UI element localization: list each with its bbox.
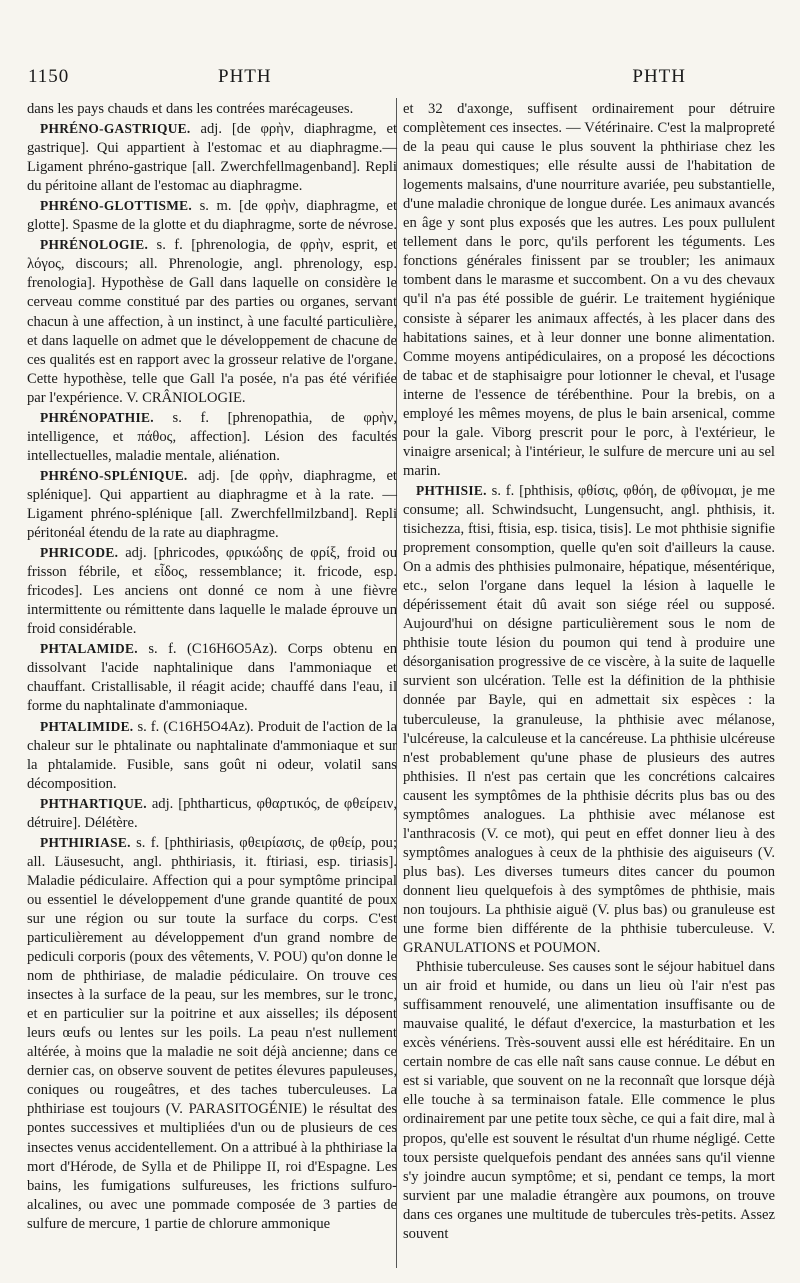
running-header: [28, 66, 776, 94]
dictionary-entry: [27, 235, 397, 407]
page-number: 1150: [28, 66, 70, 87]
entry-text: dans les pays chauds et dans les contrées marécageuses.: [27, 101, 354, 117]
entry-text: s. f. (C16H5O4Az). Produit de l'action de la chaleur sur le phtalinate ou naphtalinate d'ammoniaque et sur la phtalamide. Fusible, sans goût ni odeur, volatil sans décomposition.: [27, 718, 397, 792]
entry-text: Phthisie tuberculeuse. Ses causes sont le séjour habituel dans un air froid et humide, ou dans un lieu où l'air n'est pas suffisamment renouvelé, une alimentation insuffisante ou de mauvaise qualité, le défaut d'exercice, la masturbation et les excès vénériens. Très-souvent aussi elle est héréditaire. En un certain nombre de cas elle naît sans cause connue. Le début en est si variable, que souvent on ne la reconnaît que lorsque déjà elle touche à sa terminaison fatale. Elle commence le plus ordinairement par une petite toux sèche, ce qui a fait dire, mal à propos, qu'elle est souvent le résultat d'un rhume négligé. Cette toux persiste quelquefois pendant des années sans qu'il vienne s'y joindre aucun symptôme; et si, pendant ce temps, la mort survient par une maladie étrangère aux poumons, on trouve dans ces organes une multitude de tubercules très-petits. Assez souvent: [403, 959, 775, 1242]
entry-text: s. f. [phthiriasis, φθειρίασις, de φθείρ, pou; all. Läusesucht, angl. phthiriasis, it. ftiriasi, esp. tiriasis]. Maladie pédiculaire. Affection qui a pour symptôme principal ou essentiel le développement d'une grande quantité de poux sur une région ou sur toute la surface du corps. C'est particulièrement au développement d'un grand nombre de pediculi corporis (poux des vêtements, V. POU) qu'on donne le nom de phthiriase, de maladie pédiculaire. On trouve ces insectes à la surface de la peau, sur les membres, sur le tronc, et en particulier sur la poitrine et aux aisselles; ils déposent leurs œufs ou lentes sur les poils. La peau n'est nullement altérée, à moins que la maladie ne soit déjà ancienne; dans ce dernier cas, on observe souvent de petites élevures papuleuses, coniques ou rougeâtres, et des taches tuberculeuses. La phthiriase est toujours (V. PARASITOGÉNIE) le résultat des pontes successives et multipliées d'un ou de plusieurs de ces insectes venus accidentellement. On a attribué à la phthiriase la mort d'Hérode, de Sylla et de Philippe II, roi d'Espagne. Les bains, les fumigations sulfureuses, les frictions sulfuro-alcalines, ou avec une pommade composée de 3 parties de sulfure de mercure, 1 partie de chlorure ammonique: [27, 834, 398, 1232]
dictionary-entry: [27, 196, 397, 235]
guide-word-left: PHTH: [218, 66, 272, 87]
entry-headword: PHTHISIE.: [416, 482, 487, 498]
text-paragraph: [403, 958, 775, 1244]
right-column: [403, 100, 775, 1244]
dictionary-entry: [403, 481, 775, 958]
dictionary-entry: [27, 119, 397, 196]
entry-headword: PHTALAMIDE.: [40, 641, 138, 657]
entry-text: et 32 d'axonge, suffisent ordinairement pour détruire complètement ces insectes. — Vétérinaire. C'est la malpropreté de la peau qui cause le plus souvent la phthiriase chez les animaux domestiques; elle résulte aussi de l'habitation de logements malsains, d'une nourriture avariée, peu substantielle, d'une maladie chronique de longue durée. Les animaux avancés en âge y sont plus exposés que les autres. Les poux pullulent tellement dans le porc, qu'ils perforent les téguments. Les fonctions générales finissent par se troubler; les animaux tombent dans le marasme et succombent. On a vu des chevaux qu'il n'a pas été possible de guérir. Le traitement hygiénique consiste à séparer les animaux affectés, à les placer dans des habitations saines, et à leur donner une bonne alimentation. Comme moyens antipédiculaires, on a proposé les décoctions de tabac et de staphisaigre pour lotionner le cheval, et l'usage interne de l'essence de térébenthine. Pour la brebis, on a employé les mêmes moyens, de plus le bain arsenical, comme pour la gale. Viborg prescrit pour le porc, à l'extérieur, le vinaigre arsenical; à l'intérieur, le sulfure de mercure uni au sel marin.: [403, 101, 775, 479]
entry-headword: PHRICODE.: [40, 545, 119, 561]
entry-text: s. m. [de φρὴν, diaphragme, et glotte]. Spasme de la glotte et du diaphragme, sorte de névrose.: [27, 198, 398, 234]
left-column: [27, 100, 397, 1234]
dictionary-entry: [27, 717, 397, 794]
guide-word-right: PHTH: [632, 66, 686, 87]
text-paragraph: [403, 100, 775, 481]
entry-text: s. f. [phrenologia, de φρὴν, esprit, et λόγος, discours; all. Phrenologie, angl. phrenology, esp. frenologia]. Hypothèse de Gall dans laquelle on considère le cerveau comme constitué par des parties ou organes, servant chacun à une affection, à un instinct, à une faculté particulière, et dans laquelle on admet que le développement de chacune de ces qualités est en rapport avec la grosseur relative de l'organe. Cette hypothèse, telle que Gall l'a posée, n'a pas été vérifiée par l'expérience. V. CRÂNIOLOGIE.: [27, 237, 397, 406]
entry-headword: PHRÉNOPATHIE.: [40, 409, 154, 425]
entry-headword: PHTHARTIQUE.: [40, 795, 147, 811]
entry-headword: PHRÉNOLOGIE.: [40, 237, 149, 253]
dictionary-entry: [27, 794, 397, 833]
dictionary-entry: [27, 408, 397, 466]
entry-text: s. f. (C16H6O5Az). Corps obtenu en dissolvant l'acide naphtalinique dans l'ammoniaque et chauffant. Cristallisable, il réagit acide; chauffé dans l'eau, il forme du naphtalinate d'ammoniaque.: [27, 641, 397, 715]
entry-text: s. f. [phthisis, φθίσις, φθόη, de φθίνομαι, je me consume; all. Schwindsucht, Lungensucht, angl. phthisis, it. tisichezza, ftisi, ftisia, esp. tisica, tisis]. Le mot phthisie signifie proprement consomption, quelle qu'en soit d'ailleurs la cause. On a admis des phthisies pulmonaire, hépatique, mésentérique, etc., selon l'organe dans lequel la lésion à laquelle le dépérissement était dû avait son siége réel ou supposé. Aujourd'hui on désigne particulièrement sous le nom de phthisie toute lésion du poumon qui tend à produire une désorganisation progressive de ce viscère, à la suite de laquelle survient son ulcération. Telle est la définition de la phthisie donnée par Bayle, qui en admettait six espèces : la tuberculeuse, la granuleuse, la phthisie avec mélanose, l'ulcéreuse, la calculeuse et la cancéreuse. La phthisie ulcéreuse n'est probablement qu'une phase de plusieurs des autres phthisies. Il n'est pas certain que les concrétions calcaires causent les symptômes de la phthisie décrits plus bas ou des symptômes analogues. La phthisie avec mélanose est l'anthracosis (V. ce mot), qui peut en effet donner lieu à des symptômes analogues à ceux de la phthisie des aiguiseurs (V. plus bas). Les diverses tumeurs dites cancer du poumon donnent lieu quelquefois à des symptômes de phthisie, mais non toujours. La phthisie aiguë (V. plus bas) ou granuleuse est une forme bien différente de la phthisie tuberculeuse. V. GRANULATIONS et POUMON.: [403, 482, 775, 957]
entry-headword: PHTALIMIDE.: [40, 718, 134, 734]
entry-headword: PHRÉNO-GASTRIQUE.: [40, 121, 191, 137]
dictionary-entry: [27, 833, 397, 1234]
entry-headword: PHRÉNO-SPLÉNIQUE.: [40, 467, 188, 483]
entry-text: s. f. [phrenopathia, de φρὴν, intelligence, et πάθος, affection]. Lésion des facultés intellectuelles, maladie mentale, aliénation.: [27, 409, 398, 464]
entry-text: adj. [de φρὴν, diaphragme, et splénique]. Qui appartient au diaphragme et à la rate. — Ligament phréno-splénique [all. Zwerchfellmilzband]. Repli péritonéal étendu de la rate au diaphragme.: [27, 467, 397, 542]
text-paragraph: [27, 100, 397, 119]
dictionary-entry: [27, 639, 397, 716]
entry-text: adj. [phricodes, φρικώδης de φρίξ, froid ou frisson fébrile, et εἶδος, ressemblance; it. fricode, esp. fricodes]. Les anciens ont donné ce nom à une fièvre intermittente ou rémittente dans laquelle le malade éprouve un froid considérable.: [27, 545, 397, 638]
entry-text: adj. [de φρὴν, diaphragme, et gastrique]. Qui appartient à l'estomac et au diaphragme.—Ligament phréno-gastrique [all. Zwerchfellmagenband]. Repli du péritoine allant de l'estomac au diaphragme.: [27, 121, 397, 195]
entry-headword: PHRÉNO-GLOTTISME.: [40, 198, 193, 214]
dictionary-entry: [27, 466, 397, 543]
dictionary-entry: [27, 543, 397, 639]
entry-headword: PHTHIRIASE.: [40, 834, 131, 850]
entry-text: adj. [phtharticus, φθαρτικός, de φθείρειν, détruire]. Délétère.: [27, 795, 397, 831]
